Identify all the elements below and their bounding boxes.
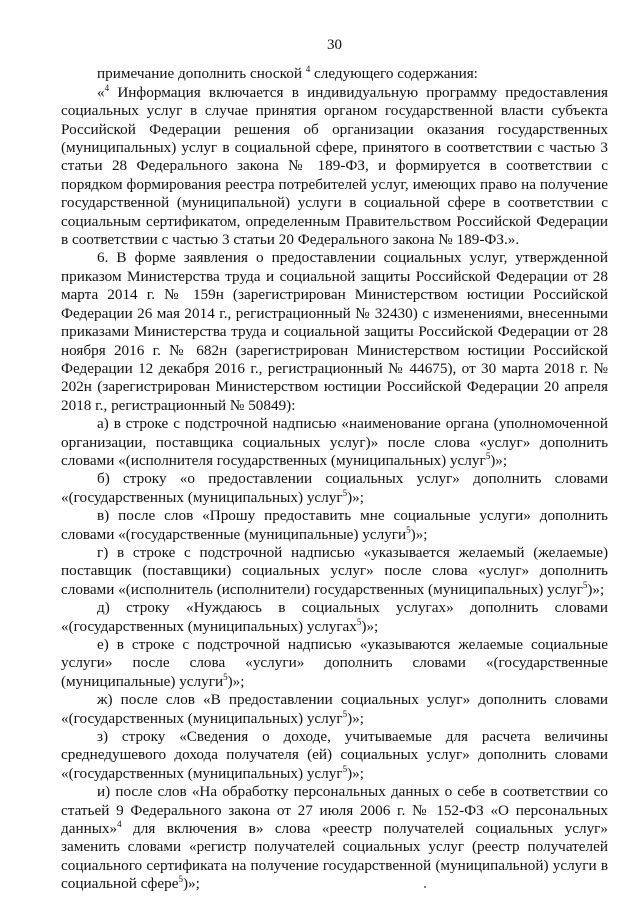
text-run: )»; (227, 672, 245, 690)
text-run: )»; (347, 764, 364, 782)
paragraph (61, 636, 608, 691)
text-run: для включения в» слова «реестр получателей социальных услуг» заменить словами «регистр получателей социальных услуг (реестр получателей социального сертификата на получение государственной (муниципальной) услуги в социальной сфере (61, 820, 608, 893)
paragraph (61, 65, 608, 83)
text-run: 6. В форме заявления о предоставлении социальных услуг, утвержденной приказом Министерства труда и социальной защиты Российской Федерации от 28 марта 2014 г. № 159н (зарегистрирован Министерством юстиции Российской Федерации 26 мая 2014 г., регистрационный № 32430) с изменениями, внесенными приказами Министерства труда и социальной защиты Российской Федерации от 28 ноября 2016 г. № 682н (зарегистрирован Министерством юстиции Российской Федерации 12 декабря 2016 г., регистрационный № 44675), от 30 марта 2018 г. № 202н (зарегистрирован Министерством юстиции Российской Федерации 20 апреля 2018 г., регистрационный № 50849): (61, 249, 608, 414)
paragraph (61, 599, 608, 636)
paragraph (61, 728, 608, 783)
footnote-marker: 5 (342, 708, 348, 719)
footnote-marker: 4 (305, 64, 311, 75)
paragraph (61, 783, 608, 893)
paragraph (61, 249, 608, 415)
paragraph (61, 415, 608, 470)
text-run: )»; (587, 580, 605, 598)
text-run: )»; (361, 617, 379, 635)
text-run: следующего содержания: (310, 65, 478, 83)
text-run: )»; (182, 875, 200, 893)
paragraph (61, 470, 608, 507)
text-run: ж) после слов «В предоставлении социальных услуг» дополнить словами «(государственных (муниципальных) услуг (61, 691, 608, 727)
text-run: )»; (347, 709, 364, 727)
text-run: е) в строке с подстрочной надписью «указываются желаемые социальные услуги» после слова «услуги» дополнить словами «(государственные (муниципальные) услуги (61, 636, 608, 690)
text-run: з) строку «Сведения о доходе, учитываемые для расчета величины среднедушевого дохода получателя (ей) социальных услуг» дополнить словами «(государственных (муниципальных) услуг (61, 728, 608, 782)
footnote-marker: 5 (485, 450, 491, 461)
page-number: 30 (327, 37, 342, 53)
text-run: « (97, 83, 105, 101)
text-run: примечание дополнить сноской (97, 65, 306, 83)
text-run: и) после слов «На обработку персональных данных о себе в соответствии со статьей 9 Федерального закона от 27 июля 2006 г. № 152-ФЗ «О персональных данных» (61, 783, 608, 838)
text-run: )»; (410, 525, 428, 543)
document-body (61, 65, 608, 893)
text-run: )»; (347, 488, 364, 506)
text-run: д) строку «Нуждаюсь в социальных услугах» дополнить словами «(государственных (муниципальных) услугах (61, 599, 608, 635)
paragraph (61, 544, 608, 599)
text-run: б) строку «о предоставлении социальных услуг» дополнить словами «(государственных (муниципальных) услуг (61, 470, 608, 506)
footnote-marker: 5 (178, 874, 183, 885)
text-run: в) после слов «Прошу предоставить мне социальные услуги» дополнить словами «(государственные (муниципальные) услуги (61, 507, 608, 543)
text-run: Информация включается в индивидуальную программу предоставления социальных услуг в случае принятия органом государственной власти субъекта Российской Федерации решения об организации оказания государственных (муниципальных) услуг в социальной сфере, принятого в соответствии с частью 3 статьи 28 Федерального закона № 189-ФЗ, и формируется в соответствии с порядком формирования реестра потребителей услуг, имеющих право на получение государственной (муниципальной) услуги в социальной сфере в соответствии с социальным сертификатом, определенным Правительством Российской Федерации в соответствии с частью 3 статьи 20 Федерального закона № 189-ФЗ.». (61, 83, 608, 249)
paragraph (61, 507, 608, 544)
footnote-marker: 4 (104, 82, 110, 93)
footnote-marker: 5 (342, 487, 348, 498)
footnote-marker: 5 (223, 671, 228, 682)
footnote-marker: 5 (356, 616, 362, 627)
footnote-marker: 5 (342, 763, 348, 774)
text-run: а) в строке с подстрочной надписью «наименование органа (уполномоченной организации, поставщика социальных услуг)» после слова «услуг» дополнить словами «(исполнителя государственных (муниципальных) услуг (61, 415, 608, 469)
text-run: )»; (490, 451, 508, 469)
paragraph (61, 691, 608, 728)
scan-speck (424, 886, 426, 888)
footnote-marker: 5 (582, 579, 588, 590)
paragraph (61, 84, 608, 250)
footnote-marker: 4 (117, 819, 122, 829)
text-run: г) в строке с подстрочной надписью «указывается желаемый (желаемые) поставщик (поставщики) социальных услуг» после слова «услуг» дополнить словами «(исполнитель (исполнители) государственных (муниципальных) услуг (61, 543, 608, 598)
footnote-marker: 5 (406, 524, 411, 535)
